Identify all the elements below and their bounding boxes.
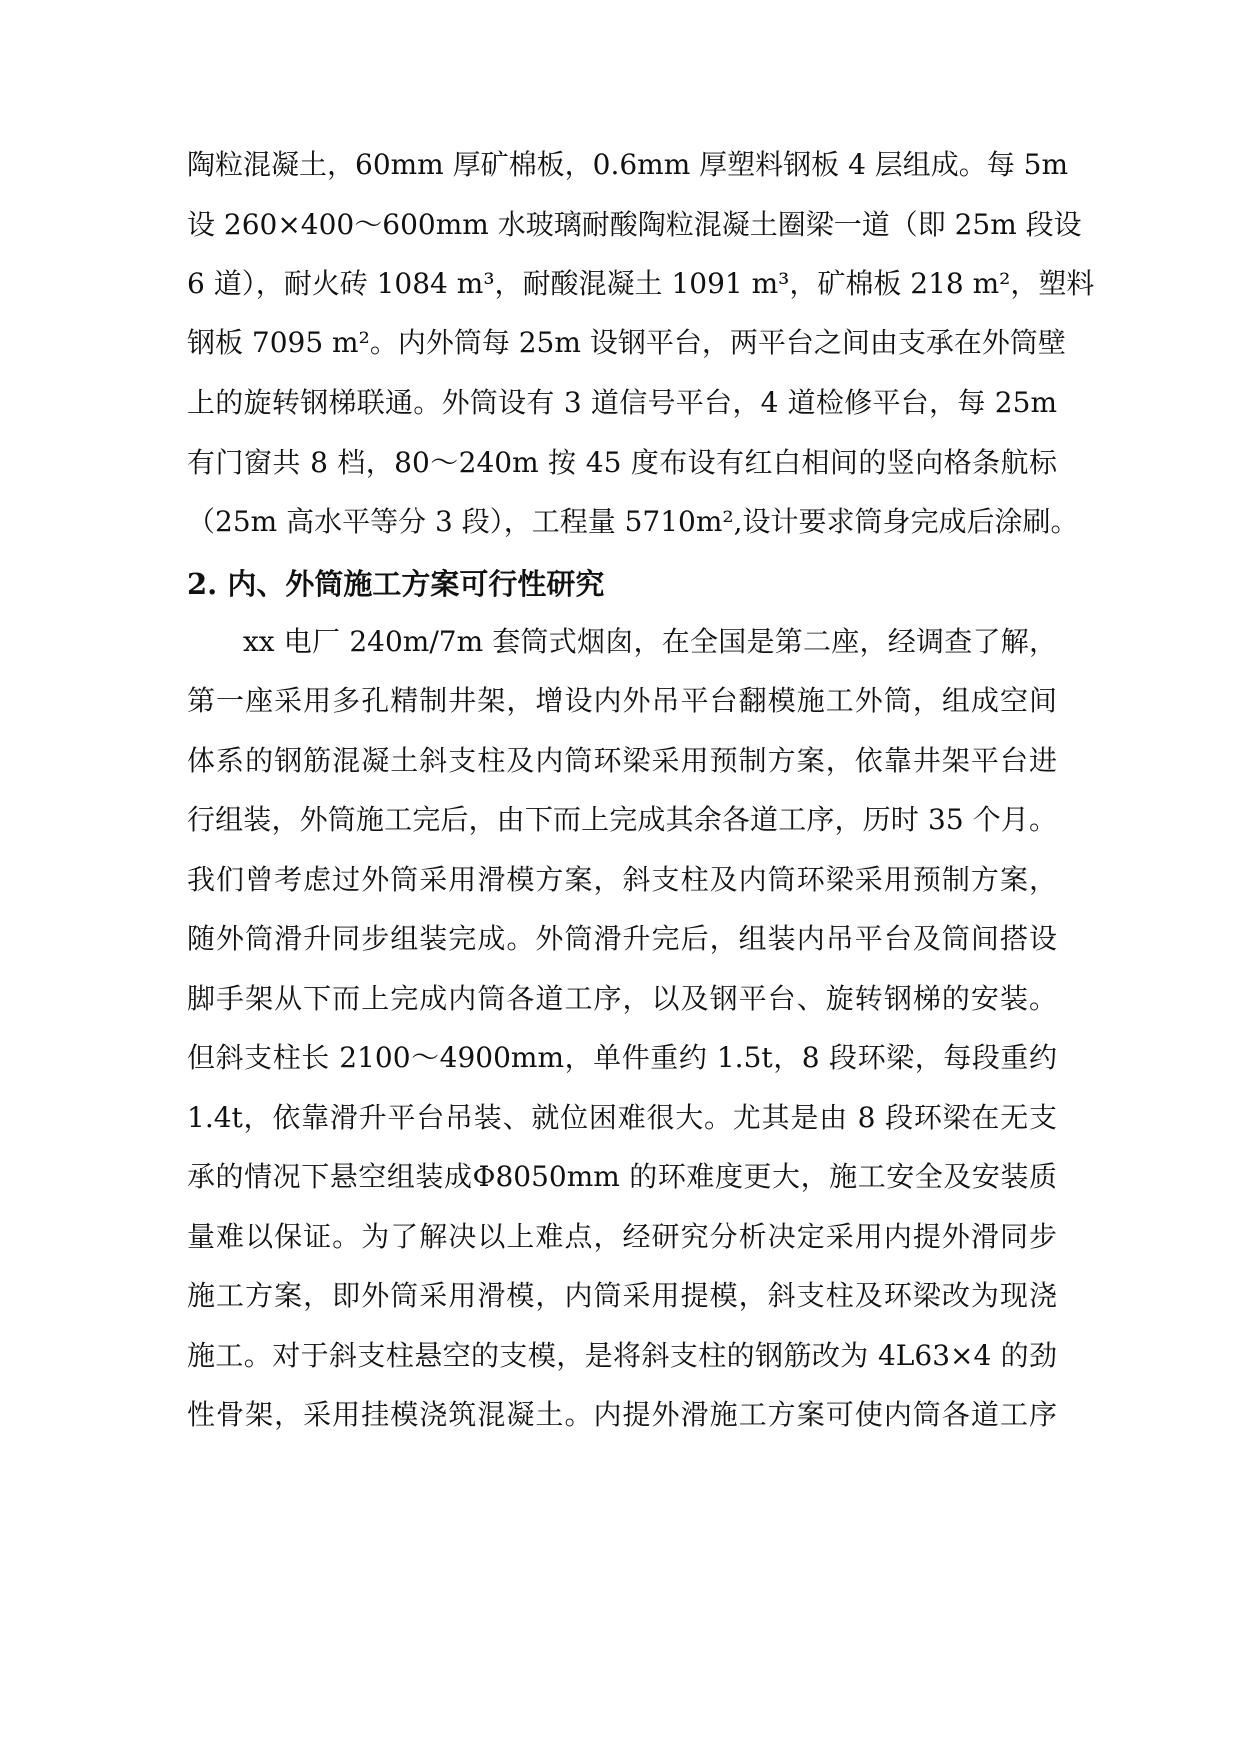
text-line: 我们曾考虑过外筒采用滑模方案，斜支柱及内筒环梁采用预制方案，	[187, 863, 1057, 896]
text-line: 6 道），耐火砖 1084 m³，耐酸混凝土 1091 m³，矿棉板 218 m²，塑料	[187, 267, 1095, 300]
text-line: 有门窗共 8 档，80～240m 按 45 度布设有红白相间的竖向格条航标	[187, 446, 1057, 479]
text-line: 陶粒混凝土，60mm 厚矿棉板，0.6mm 厚塑料钢板 4 层组成。每 5m	[187, 148, 1069, 181]
text-line: 第一座采用多孔精制井架，增设内外吊平台翻模施工外筒，组成空间	[187, 684, 1057, 717]
text-line: 但斜支柱长 2100～4900mm，单件重约 1.5t，8 段环梁，每段重约	[187, 1041, 1057, 1074]
text-line: xx 电厂 240m/7m 套筒式烟囱，在全国是第二座，经调查了解，	[243, 625, 1057, 658]
text-line: 行组装，外筒施工完后，由下而上完成其余各道工序，历时 35 个月。	[187, 803, 1057, 836]
text-line: 施工方案，即外筒采用滑模，内筒采用提模，斜支柱及环梁改为现浇	[187, 1279, 1057, 1312]
section-heading: 2. 内、外筒施工方案可行性研究	[187, 567, 605, 601]
text-line: （25m 高水平等分 3 段），工程量 5710m²,设计要求筒身完成后涂刷。	[187, 505, 1079, 538]
text-line: 量难以保证。为了解决以上难点，经研究分析决定采用内提外滑同步	[187, 1220, 1057, 1253]
text-line: 体系的钢筋混凝土斜支柱及内筒环梁采用预制方案，依靠井架平台进	[187, 744, 1057, 777]
text-line: 1.4t，依靠滑升平台吊装、就位困难很大。尤其是由 8 段环梁在无支	[187, 1101, 1057, 1134]
text-line: 钢板 7095 m²。内外筒每 25m 设钢平台，两平台之间由支承在外筒壁	[187, 326, 1066, 359]
text-line: 脚手架从下而上完成内筒各道工序，以及钢平台、旋转钢梯的安装。	[187, 982, 1057, 1015]
text-line: 承的情况下悬空组装成Φ8050mm 的环难度更大，施工安全及安装质	[187, 1160, 1057, 1193]
text-line: 上的旋转钢梯联通。外筒设有 3 道信号平台，4 道检修平台，每 25m	[187, 386, 1057, 419]
text-line: 性骨架，采用挂模浇筑混凝土。内提外滑施工方案可使内筒各道工序	[187, 1398, 1057, 1431]
text-line: 随外筒滑升同步组装完成。外筒滑升完后，组装内吊平台及筒间搭设	[187, 922, 1057, 955]
text-line: 施工。对于斜支柱悬空的支模，是将斜支柱的钢筋改为 4L63×4 的劲	[187, 1339, 1057, 1372]
text-line: 设 260×400～600mm 水玻璃耐酸陶粒混凝土圈梁一道（即 25m 段设	[187, 208, 1082, 241]
